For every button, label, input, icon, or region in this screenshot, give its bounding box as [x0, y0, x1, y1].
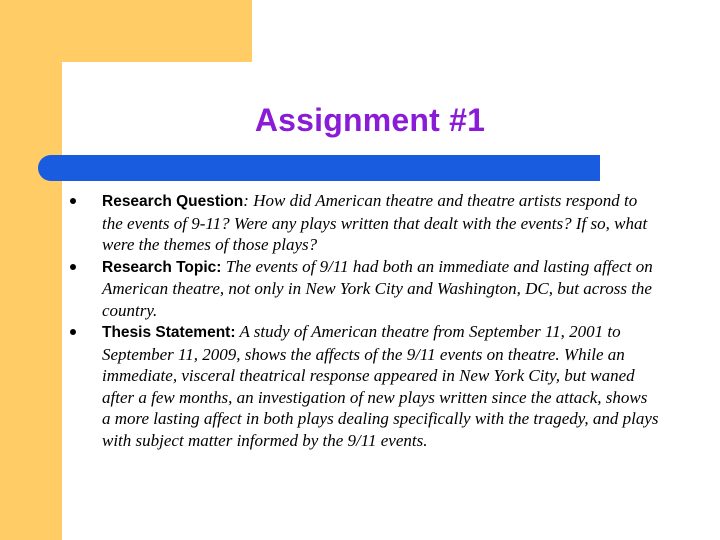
- bullet-label: Research Question: [102, 193, 244, 210]
- bullet-dot-icon: [70, 198, 76, 204]
- bullet-separator: :: [243, 191, 254, 210]
- bullet-dot-icon: [70, 264, 76, 270]
- bullet-label: Thesis Statement:: [102, 324, 236, 341]
- slide-title: Assignment #1: [254, 102, 486, 138]
- bullet-dot-icon: [70, 329, 76, 335]
- top-accent-band: [0, 0, 252, 62]
- bullet-text: The events of 9/11 had both an immediate and lasting affect on American theatre, not only in New York City and Washington, DC, but across the country.: [102, 256, 653, 320]
- left-accent-band: [0, 0, 62, 540]
- bullet-text: A study of American theatre from September 11, 2001 to September 11, 2009, shows the affects of the 9/11 events on theatre. While an immediate, visceral theatrical response appeared in New York City, but waned after a few months, an investigation of new plays written since the attack, shows a more lasting affect in both plays dealing specifically with the tragedy, and plays with subject matter informed by the 9/11 events.: [102, 322, 659, 450]
- bullet-text: How did American theatre and theatre artists respond to the events of 9-11? Were any plays written that dealt with the events? If so, what were the themes of those plays?: [102, 191, 648, 254]
- bullet-label: Research Topic:: [102, 258, 222, 276]
- bullet-thesis-statement: [70, 321, 660, 451]
- bullet-research-question: [70, 190, 660, 256]
- title-underline-bar: [38, 155, 600, 181]
- bullet-research-topic: [70, 256, 660, 322]
- bullet-list: [70, 190, 660, 451]
